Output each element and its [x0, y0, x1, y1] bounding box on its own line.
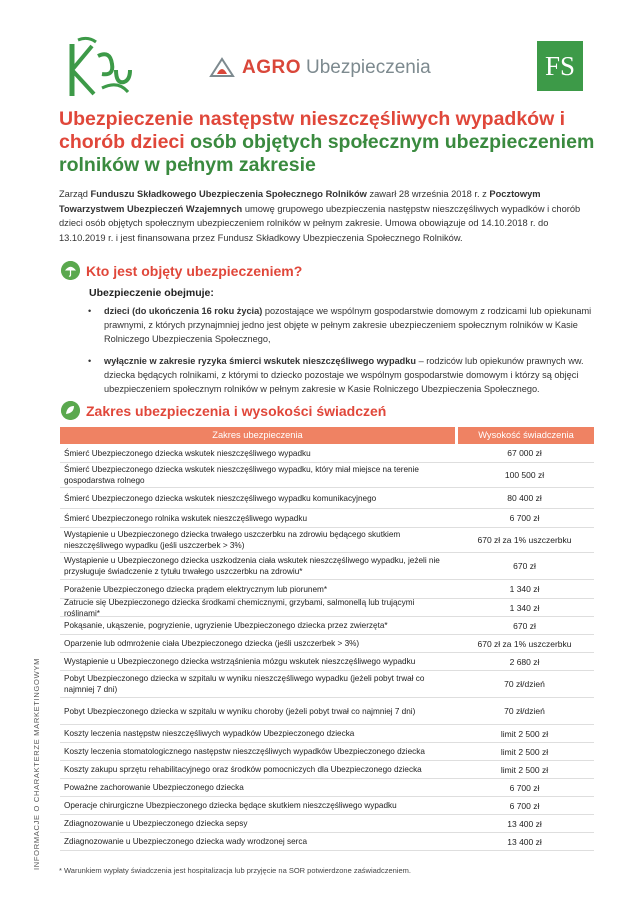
table-row — [60, 779, 594, 797]
cell-scope: Zatrucie się Ubezpieczonego dziecka środkami chemicznymi, grzybami, salmonellą lub trującymi roślinami* — [64, 597, 415, 618]
section-scope-heading — [61, 401, 386, 420]
coverage-item-children — [88, 304, 598, 347]
intro-paragraph — [59, 187, 597, 245]
table-row — [60, 833, 594, 851]
cell-amount: 80 400 zł — [507, 493, 542, 503]
cell-amount: 670 zł za 1% uszczerbku — [477, 535, 572, 545]
ubezpieczenia-word: Ubezpieczenia — [306, 57, 431, 78]
cell-scope: Wystąpienie u Ubezpieczonego dziecka uszkodzenia ciała wskutek nieszczęśliwego wypadku, jeżeli nie przysługuje świadczenie z tytułu trwałego uszczerbku na zdrowiu* — [64, 556, 440, 576]
table-row — [60, 553, 594, 580]
cell-amount: 13 400 zł — [507, 836, 542, 847]
coverage-item-children-bold: dzieci (do ukończenia 16 roku życia) — [104, 306, 263, 316]
section-who-covered-heading — [61, 261, 302, 280]
cell-amount: 6 700 zł — [509, 513, 540, 523]
table-row — [60, 698, 594, 725]
intro-text-3: umowę grupowego ubezpieczenia następstw nieszczęśliwych wypadków i chorób dzieci osób objętych społecznym ubezpieczeniem rolników w pełnym zakresie. Umowa obowiązuje od 14.10.2018 r. do 13.10.2019 r. i jest finansowana przez Fundusz Składkowy Ubezpieczenia Społecznego Rolników. — [59, 203, 581, 243]
cell-scope: Oparzenie lub odmrożenie ciała Ubezpieczonego dziecka (jeśli uszczerbek > 3%) — [64, 639, 360, 648]
section-scope-title: Zakres ubezpieczenia i wysokości świadczeń — [86, 402, 387, 419]
agro-leaf-icon — [208, 56, 236, 80]
cell-scope: Wystąpienie u Ubezpieczonego dziecka trwałego uszczerbku na zdrowiu będącego skutkiem nieszczęśliwego wypadku (jeśli uszczerbek > 3%) — [64, 530, 401, 550]
table-row — [60, 444, 594, 463]
cell-amount: 70 zł/dzień — [504, 706, 545, 716]
cell-scope: Koszty zakupu sprzętu rehabilitacyjnego oraz środków pomocniczych dla Ubezpieczonego dziecka — [64, 765, 422, 774]
cell-amount: 1 340 zł — [509, 584, 540, 594]
coverage-item-parents — [88, 354, 598, 397]
cell-scope: Śmierć Ubezpieczonego dziecka wskutek nieszczęśliwego wypadku, który miał miejsce na terenie gospodarstwa rolnego — [64, 465, 419, 485]
footnote: * Warunkiem wypłaty świadczenia jest hospitalizacja lub przyjęcie na SOR potwierdzone zaświadczeniem. — [59, 866, 411, 875]
cell-amount: 100 500 zł — [504, 470, 545, 480]
cell-scope: Śmierć Ubezpieczonego rolnika wskutek nieszczęśliwego wypadku — [64, 513, 308, 523]
cell-amount: 67 000 zł — [507, 448, 542, 458]
intro-text-2: zawarł 28 września 2018 r. z — [366, 189, 490, 199]
table-row — [60, 815, 594, 833]
column-header-scope: Zakres ubezpieczenia — [60, 427, 455, 444]
benefits-table — [60, 427, 594, 851]
coverage-item-children-text: pozostające we wspólnym gospodarstwie domowym z rodzicami lub opiekunami prawnymi, z których przynajmniej jedno jest objęte w pełnym zakresie ubezpieczeniem społecznym rolników w Kasie Rolniczego Ubezpieczenia Społecznego, — [104, 306, 592, 345]
table-header — [60, 427, 594, 444]
agro-word: AGRO — [242, 57, 301, 78]
cell-amount: 1 340 zł — [509, 602, 540, 613]
table-row — [60, 599, 594, 617]
cell-amount: limit 2 500 zł — [500, 728, 549, 739]
cell-scope: Koszty leczenia następstw nieszczęśliwych wypadków Ubezpieczonego dziecka — [64, 729, 355, 738]
coverage-item-parents-bold: wyłącznie w zakresie ryzyka śmierci wskutek nieszczęśliwego wypadku — [104, 355, 417, 366]
cell-scope: Pobyt Ubezpieczonego dziecka w szpitalu w wyniku nieszczęśliwego wypadku (jeżeli pobyt trwał co najmniej 7 dni) — [64, 674, 425, 694]
cell-amount: 670 zł — [513, 620, 536, 631]
agro-logo — [208, 55, 431, 81]
coverage-subheading: Ubezpieczenie obejmuje: — [89, 287, 214, 299]
table-row — [60, 463, 594, 488]
cell-scope: Wystąpienie u Ubezpieczonego dziecka wstrząśnienia mózgu wskutek nieszczęśliwego wypadku — [64, 657, 416, 666]
marketing-side-label: INFORMACJE O CHARAKTERZE MARKETINGOWYM — [32, 657, 41, 870]
table-row — [60, 743, 594, 761]
page-title — [59, 108, 599, 177]
cell-amount: 6 700 zł — [509, 800, 540, 811]
bullet-dot-icon: • — [88, 306, 92, 316]
coverage-list — [88, 304, 598, 403]
table-body — [60, 444, 594, 851]
table-row — [60, 797, 594, 815]
krus-logo — [58, 36, 136, 102]
table-row — [60, 725, 594, 743]
table-row — [60, 509, 594, 528]
cell-amount: 13 400 zł — [507, 818, 542, 829]
umbrella-icon — [61, 261, 80, 280]
cell-scope: Śmierć Ubezpieczonego dziecka wskutek nieszczęśliwego wypadku — [64, 448, 311, 458]
table-row — [60, 617, 594, 635]
table-row — [60, 671, 594, 698]
cell-scope: Poważne zachorowanie Ubezpieczonego dziecka — [64, 783, 244, 792]
column-header-amount: Wysokość świadczenia — [458, 427, 594, 444]
bullet-dot-icon: • — [88, 355, 92, 366]
table-row — [60, 488, 594, 509]
leaves-icon — [61, 401, 80, 420]
title-red-part: Ubezpieczenie następstw nieszczęśliwych wypadków i chorób dzieci — [59, 108, 566, 153]
intro-text-1: Zarząd — [59, 189, 91, 199]
intro-bold-1: Funduszu Składkowego Ubezpieczenia Społecznego Rolników — [90, 189, 367, 199]
intro-bold-2: Pocztowym Towarzystwem Ubezpieczeń Wzajemnych — [59, 189, 541, 214]
cell-amount: 670 zł — [513, 561, 536, 571]
cell-scope: Zdiagnozowanie u Ubezpieczonego dziecka sepsy — [64, 819, 248, 828]
cell-scope: Pokąsanie, ukąszenie, pogryzienie, ugryzienie Ubezpieczonego dziecka przez zwierzęta* — [64, 621, 388, 630]
cell-scope: Porażenie Ubezpieczonego dziecka prądem elektrycznym lub piorunem* — [64, 584, 328, 594]
cell-scope: Koszty leczenia stomatologicznego następstw nieszczęśliwych wypadków Ubezpieczonego dziecka — [64, 747, 425, 756]
table-row — [60, 635, 594, 653]
fs-logo: FS — [537, 41, 583, 91]
cell-scope: Pobyt Ubezpieczonego dziecka w szpitalu w wyniku choroby (jeżeli pobyt trwał co najmniej 7 dni) — [64, 706, 416, 716]
cell-amount: 670 zł za 1% uszczerbku — [477, 638, 572, 649]
cell-amount: limit 2 500 zł — [500, 746, 549, 757]
table-row — [60, 653, 594, 671]
cell-scope: Zdiagnozowanie u Ubezpieczonego dziecka wady wrodzonej serca — [64, 837, 308, 846]
cell-scope: Śmierć Ubezpieczonego dziecka wskutek nieszczęśliwego wypadku komunikacyjnego — [64, 493, 377, 503]
cell-amount: 6 700 zł — [509, 782, 540, 793]
table-row — [60, 761, 594, 779]
cell-amount: limit 2 500 zł — [500, 764, 549, 775]
section-who-covered-title: Kto jest objęty ubezpieczeniem? — [86, 262, 303, 279]
cell-scope: Operacje chirurgiczne Ubezpieczonego dziecka będące skutkiem nieszczęśliwego wypadku — [64, 801, 397, 810]
cell-amount: 2 680 zł — [509, 656, 540, 667]
title-green-part: osób objętych społecznym ubezpieczeniem rolników w pełnym zakresie — [59, 131, 595, 176]
table-row — [60, 528, 594, 553]
cell-amount: 70 zł/dzień — [504, 679, 545, 689]
coverage-item-parents-text: – rodziców lub opiekunów prawnych ww. dziecka będących rolnikami, z którymi to dziecko pozostaje we wspólnym gospodarstwie domowym i którzy są objęci ubezpieczeniem społecznym rolników w pełnym zakresie w Kasie Rolniczego Ubezpieczenia Społecznego. — [104, 355, 584, 395]
